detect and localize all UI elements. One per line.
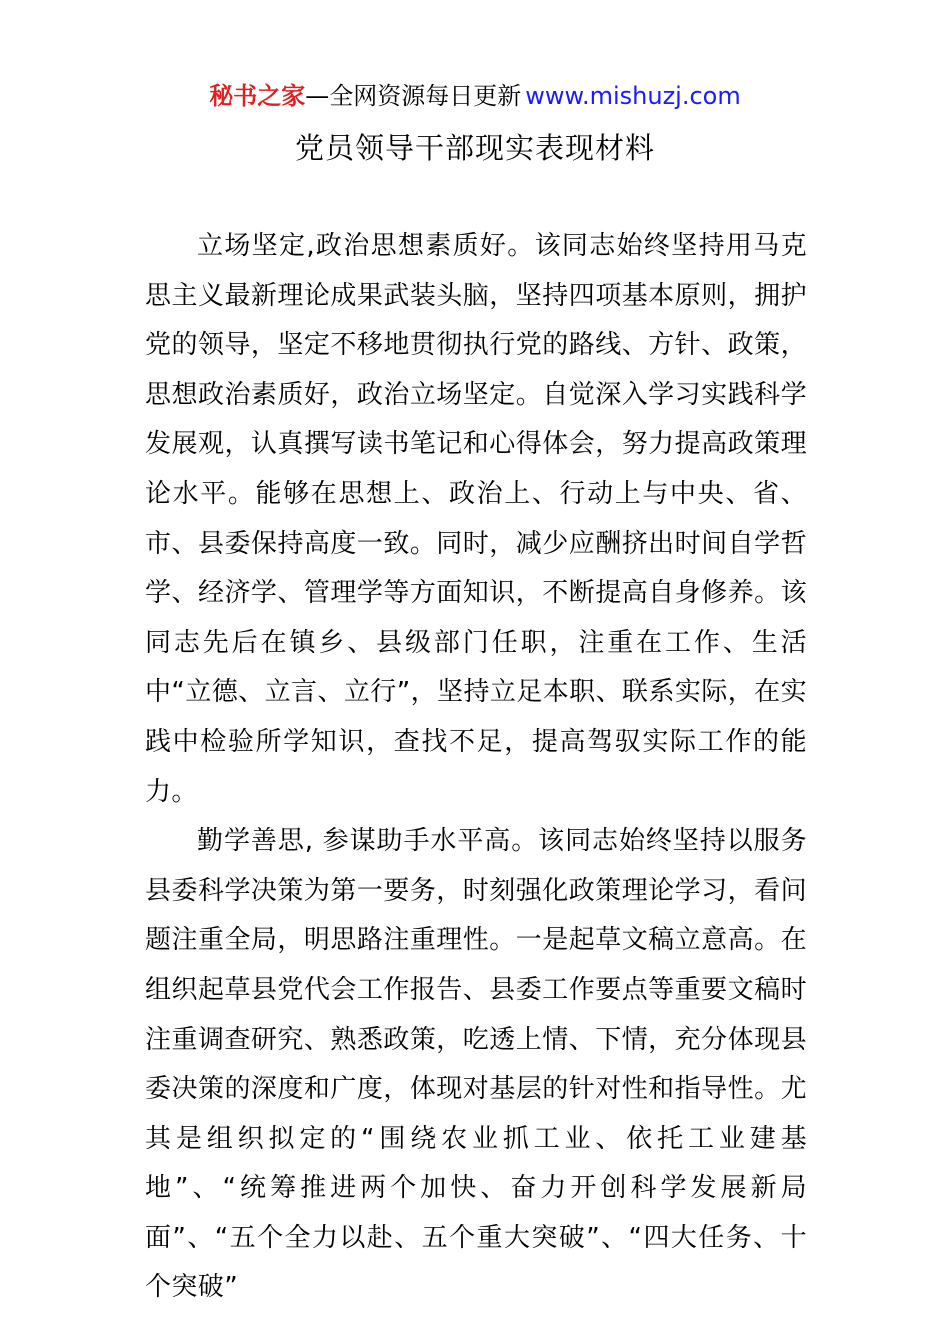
- paragraph-2: 勤学善思, 参谋助手水平高。该同志始终坚持以服务县委科学决策为第一要务，时刻强化政策理论学习，看问题注重全局，明思路注重理性。一是起草文稿立意高。在组织起草县党代会工作报告、县委工作要点等重要文稿时注重调查研究、熟悉政策，吃透上情、下情，充分体现县委决策的深度和广度，体现对基层的针对性和指导性。尤其是组织拟定的“围绕农业抓工业、依托工业建基地”、“统筹推进两个加快、奋力开创科学发展新局面”、“五个全力以赴、五个重大突破”、“四大任务、十个突破”: [145, 826, 807, 1303]
- site-header: [0, 80, 950, 112]
- paragraph-1: 立场坚定,政治思想素质好。该同志始终坚持用马克思主义最新理论成果武装头脑，坚持四项基本原则，拥护党的领导，坚定不移地贯彻执行党的路线、方针、政策，思想政治素质好，政治立场坚定。自觉深入学习实践科学发展观，认真撰写读书笔记和心得体会，努力提高政策理论水平。能够在思想上、政治上、行动上与中央、省、市、县委保持高度一致。同时，减少应酬挤出时间自学哲学、经济学、管理学等方面知识，不断提高自身修养。该同志先后在镇乡、县级部门任职，注重在工作、生活中“立德、立言、立行”，坚持立足本职、联系实际，在实践中检验所学知识，查找不足，提高驾驭实际工作的能力。: [145, 231, 807, 807]
- brand-name: 秘书之家: [209, 82, 306, 110]
- document-title: 党员领导干部现实表现材料: [294, 131, 655, 165]
- site-link[interactable]: www.mishuzj.com: [525, 82, 741, 110]
- document-body: [145, 222, 807, 1313]
- header-tagline: —全网资源每日更新: [305, 82, 522, 110]
